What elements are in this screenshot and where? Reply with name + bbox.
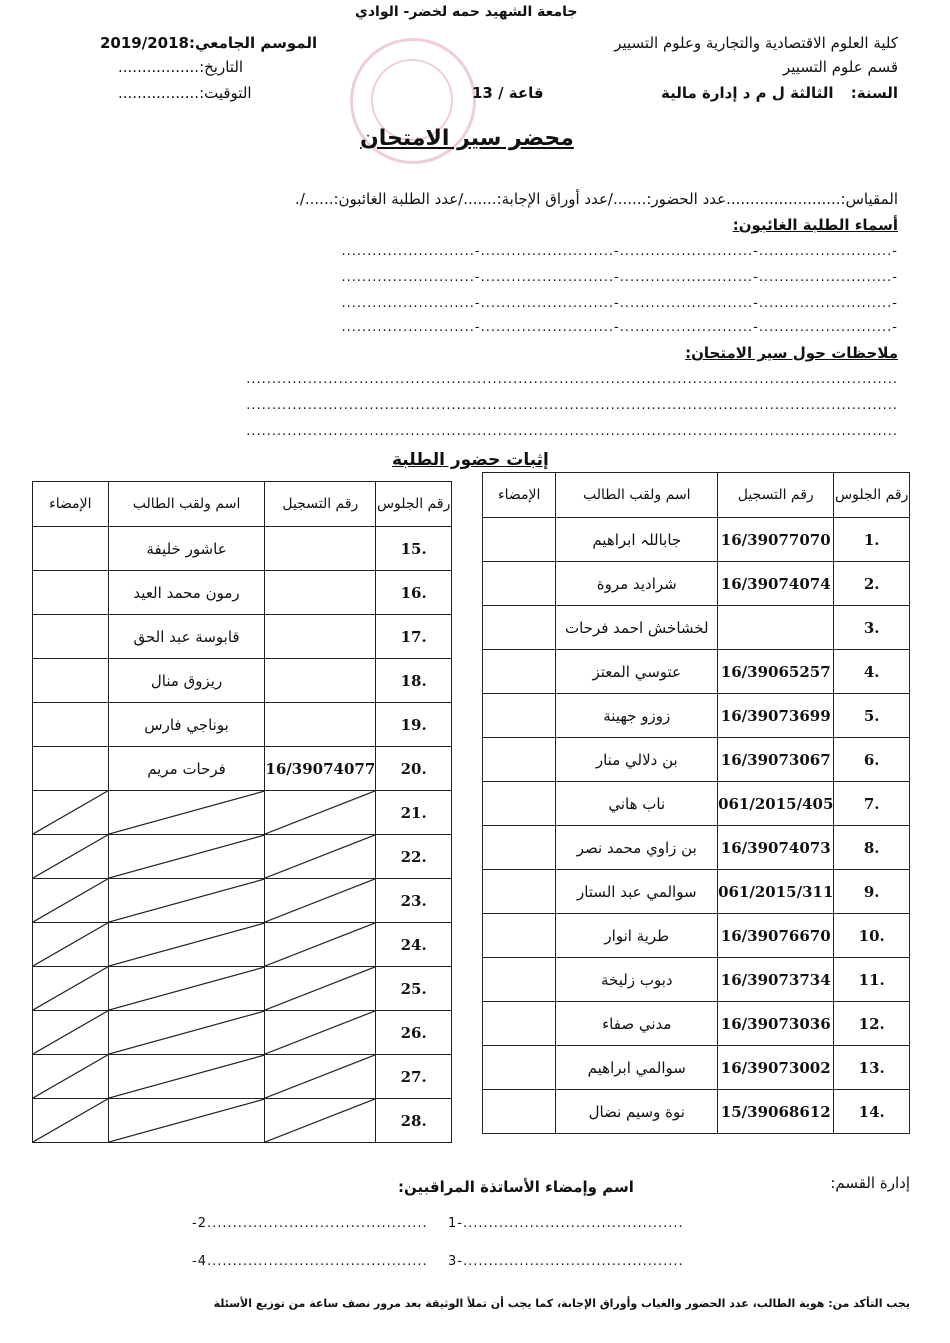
registration-number-cell: 16/39074074	[718, 562, 834, 606]
registration-number-cell: 16/39073699	[718, 694, 834, 738]
col-reg: رقم التسجيل	[718, 473, 834, 518]
notes-line-2: ...............................................................................................................................	[246, 398, 898, 413]
seat-number-cell: 18.	[376, 659, 452, 703]
signature-cell	[483, 518, 556, 562]
table-row	[33, 1011, 452, 1055]
signature-cell	[483, 914, 556, 958]
table-row	[33, 615, 452, 659]
registration-number-cell: 16/39065257	[718, 650, 834, 694]
student-name-cell: بن زاوي محمد نصر	[556, 826, 718, 870]
col-name: اسم ولقب الطالب	[556, 473, 718, 518]
student-name-cell	[108, 835, 265, 879]
registration-number-cell	[265, 659, 376, 703]
absent-line-1: -..........................-..........................-..........................-..........................	[341, 244, 898, 259]
registration-number-cell: 061/2015/405	[718, 782, 834, 826]
date-field: .................	[118, 58, 200, 76]
signature-cell	[33, 571, 109, 615]
seat-number-cell: 14.	[834, 1090, 910, 1134]
signature-cell	[33, 879, 109, 923]
student-name-cell	[108, 1099, 265, 1143]
verification-note: يجب التأكد من: هوية الطالب، عدد الحضور والغياب وأوراق الإجابة، كما يجب أن تملأ الوثيقة بعد مرور نصف ساعة من توزيع الأسئلة	[213, 1297, 910, 1310]
attendance-title: إثبات حضور الطلبة	[392, 450, 549, 470]
department-admin-label: إدارة القسم:	[830, 1174, 910, 1192]
exam-notes-title: ملاحظات حول سير الامتحان:	[685, 344, 898, 362]
registration-number-cell	[265, 571, 376, 615]
seat-number-cell: 25.	[376, 967, 452, 1011]
signature-cell	[33, 967, 109, 1011]
student-name-cell	[108, 1055, 265, 1099]
seat-number-cell: 16.	[376, 571, 452, 615]
proctor-1-line: 1-...........................................	[448, 1216, 684, 1231]
exam-date	[118, 58, 243, 76]
student-name-cell: رمون محمد العيد	[108, 571, 265, 615]
academic-season	[100, 34, 317, 52]
student-name-cell: دبوب زليخة	[556, 958, 718, 1002]
time-label: التوقيت:	[199, 84, 252, 102]
seat-number-cell: 15.	[376, 527, 452, 571]
seat-number-cell: 1.	[834, 518, 910, 562]
table-row	[33, 703, 452, 747]
proctor-2-line: -2...........................................	[192, 1216, 428, 1231]
signature-cell	[483, 562, 556, 606]
proctor-3-line: 3-...........................................	[448, 1254, 684, 1269]
student-name-cell: زوزو جهينة	[556, 694, 718, 738]
registration-number-cell: 16/39073734	[718, 958, 834, 1002]
faculty-name: كلية العلوم الاقتصادية والتجارية وعلوم التسيير	[614, 34, 898, 52]
table-row	[483, 738, 910, 782]
student-name-cell: جاباللہ ابراهيم	[556, 518, 718, 562]
signature-cell	[483, 782, 556, 826]
seat-number-cell: 17.	[376, 615, 452, 659]
season-value: 2019/2018	[100, 34, 189, 52]
table-row	[483, 826, 910, 870]
seat-number-cell: 5.	[834, 694, 910, 738]
table-row	[483, 650, 910, 694]
attendance-table-left	[32, 481, 452, 1143]
notes-line-1: ...............................................................................................................................	[246, 372, 898, 387]
table-row	[33, 659, 452, 703]
time-field: .................	[118, 84, 200, 102]
registration-number-cell: 16/39073002	[718, 1046, 834, 1090]
table-row	[483, 1002, 910, 1046]
registration-number-cell	[265, 1011, 376, 1055]
table-row	[33, 527, 452, 571]
signature-cell	[33, 703, 109, 747]
signature-cell	[483, 1002, 556, 1046]
col-sign: الإمضاء	[33, 482, 109, 527]
signature-cell	[483, 738, 556, 782]
student-name-cell: لخشاخش احمد فرحات	[556, 606, 718, 650]
col-sign: الإمضاء	[483, 473, 556, 518]
signature-cell	[33, 527, 109, 571]
signature-cell	[483, 870, 556, 914]
table-row	[483, 606, 910, 650]
table-row	[33, 571, 452, 615]
registration-number-cell	[265, 879, 376, 923]
exam-room: قاعة / 13	[472, 84, 544, 102]
registration-number-cell	[265, 923, 376, 967]
season-label: الموسم الجامعي:	[188, 34, 318, 52]
table-row	[33, 1055, 452, 1099]
table-row	[483, 782, 910, 826]
seat-number-cell: 23.	[376, 879, 452, 923]
notes-line-3: ...............................................................................................................................	[246, 424, 898, 439]
table-row	[483, 1046, 910, 1090]
student-name-cell: قابوسة عبد الحق	[108, 615, 265, 659]
student-name-cell: مدني صفاء	[556, 1002, 718, 1046]
table-row	[483, 562, 910, 606]
student-name-cell: شراديد مروة	[556, 562, 718, 606]
signature-cell	[483, 650, 556, 694]
signature-cell	[33, 923, 109, 967]
signature-cell	[33, 835, 109, 879]
proctor-4-line: -4...........................................	[192, 1254, 428, 1269]
seat-number-cell: 27.	[376, 1055, 452, 1099]
student-name-cell: سوالمي ابراهيم	[556, 1046, 718, 1090]
year-label: السنة:	[850, 84, 898, 102]
table-row	[33, 835, 452, 879]
student-name-cell: عتوسي المعتز	[556, 650, 718, 694]
signature-cell	[483, 1090, 556, 1134]
student-name-cell: ناب هاني	[556, 782, 718, 826]
signature-cell	[33, 659, 109, 703]
signature-cell	[33, 1011, 109, 1055]
student-name-cell: طرية انوار	[556, 914, 718, 958]
signature-cell	[483, 606, 556, 650]
table-row	[483, 914, 910, 958]
col-seat: رقم الجلوس	[834, 473, 910, 518]
seat-number-cell: 9.	[834, 870, 910, 914]
registration-number-cell	[265, 791, 376, 835]
table-row	[483, 1090, 910, 1134]
registration-number-cell: 16/39073067	[718, 738, 834, 782]
registration-number-cell	[265, 835, 376, 879]
absent-line-4: -..........................-..........................-..........................-..........................	[341, 320, 898, 335]
proctors-title: اسم وإمضاء الأساتذة المراقبين:	[398, 1178, 634, 1196]
exam-summary-line: المقياس:........................عدد الحضور:......./عدد أوراق الإجابة:......./عدد الطلبة الغائبون:....../.	[295, 190, 898, 208]
table-row	[33, 1099, 452, 1143]
seat-number-cell: 20.	[376, 747, 452, 791]
exam-time	[118, 84, 252, 102]
signature-cell	[483, 694, 556, 738]
signature-cell	[33, 791, 109, 835]
seat-number-cell: 21.	[376, 791, 452, 835]
signature-cell	[33, 1099, 109, 1143]
table-row	[483, 870, 910, 914]
seat-number-cell: 26.	[376, 1011, 452, 1055]
student-name-cell	[108, 879, 265, 923]
registration-number-cell	[265, 1055, 376, 1099]
signature-cell	[33, 615, 109, 659]
student-name-cell: بن دلالي منار	[556, 738, 718, 782]
table-row	[33, 967, 452, 1011]
seat-number-cell: 19.	[376, 703, 452, 747]
registration-number-cell	[265, 967, 376, 1011]
table-row	[33, 879, 452, 923]
attendance-table-right	[482, 472, 910, 1134]
signature-cell	[483, 1046, 556, 1090]
seat-number-cell: 24.	[376, 923, 452, 967]
registration-number-cell: 16/39077070	[718, 518, 834, 562]
student-name-cell: عاشور خليفة	[108, 527, 265, 571]
seat-number-cell: 7.	[834, 782, 910, 826]
registration-number-cell: 16/39073036	[718, 1002, 834, 1046]
seat-number-cell: 11.	[834, 958, 910, 1002]
university-name: جامعة الشهيد حمه لخضر- الوادي	[355, 4, 578, 20]
signature-cell	[33, 1055, 109, 1099]
registration-number-cell	[718, 606, 834, 650]
seat-number-cell: 10.	[834, 914, 910, 958]
table-row	[33, 747, 452, 791]
table-row	[483, 958, 910, 1002]
seat-number-cell: 22.	[376, 835, 452, 879]
student-name-cell: بوناجي فارس	[108, 703, 265, 747]
student-name-cell	[108, 923, 265, 967]
student-name-cell	[108, 1011, 265, 1055]
table-row	[483, 518, 910, 562]
table-row	[33, 923, 452, 967]
student-name-cell: فرحات مريم	[108, 747, 265, 791]
seat-number-cell: 13.	[834, 1046, 910, 1090]
student-name-cell	[108, 791, 265, 835]
study-year	[661, 84, 898, 102]
student-name-cell: سوالمي عبد الستار	[556, 870, 718, 914]
seat-number-cell: 4.	[834, 650, 910, 694]
table-row	[33, 791, 452, 835]
absent-line-2: -..........................-..........................-..........................-..........................	[341, 270, 898, 285]
registration-number-cell: 16/39074073	[718, 826, 834, 870]
col-reg: رقم التسجيل	[265, 482, 376, 527]
registration-number-cell: 061/2015/311	[718, 870, 834, 914]
registration-number-cell	[265, 1099, 376, 1143]
absent-line-3: -..........................-..........................-..........................-..........................	[341, 296, 898, 311]
seat-number-cell: 28.	[376, 1099, 452, 1143]
absent-students-title: أسماء الطلبة الغائبون:	[732, 216, 898, 234]
department-name: قسم علوم التسيير	[783, 58, 898, 76]
student-name-cell: نوة وسيم نضال	[556, 1090, 718, 1134]
col-seat: رقم الجلوس	[376, 482, 452, 527]
year-value: الثالثة ل م د إدارة مالية	[661, 84, 834, 102]
signature-cell	[483, 958, 556, 1002]
seat-number-cell: 8.	[834, 826, 910, 870]
student-name-cell: ريزوق منال	[108, 659, 265, 703]
registration-number-cell: 16/39074077	[265, 747, 376, 791]
registration-number-cell: 16/39076670	[718, 914, 834, 958]
registration-number-cell	[265, 527, 376, 571]
seat-number-cell: 6.	[834, 738, 910, 782]
seat-number-cell: 3.	[834, 606, 910, 650]
page-title: محضر سير الامتحان	[360, 126, 574, 151]
registration-number-cell	[265, 615, 376, 659]
registration-number-cell	[265, 703, 376, 747]
registration-number-cell: 15/39068612	[718, 1090, 834, 1134]
signature-cell	[483, 826, 556, 870]
col-name: اسم ولقب الطالب	[108, 482, 265, 527]
seat-number-cell: 2.	[834, 562, 910, 606]
table-row	[483, 694, 910, 738]
seat-number-cell: 12.	[834, 1002, 910, 1046]
date-label: التاريخ:	[199, 58, 244, 76]
student-name-cell	[108, 967, 265, 1011]
signature-cell	[33, 747, 109, 791]
